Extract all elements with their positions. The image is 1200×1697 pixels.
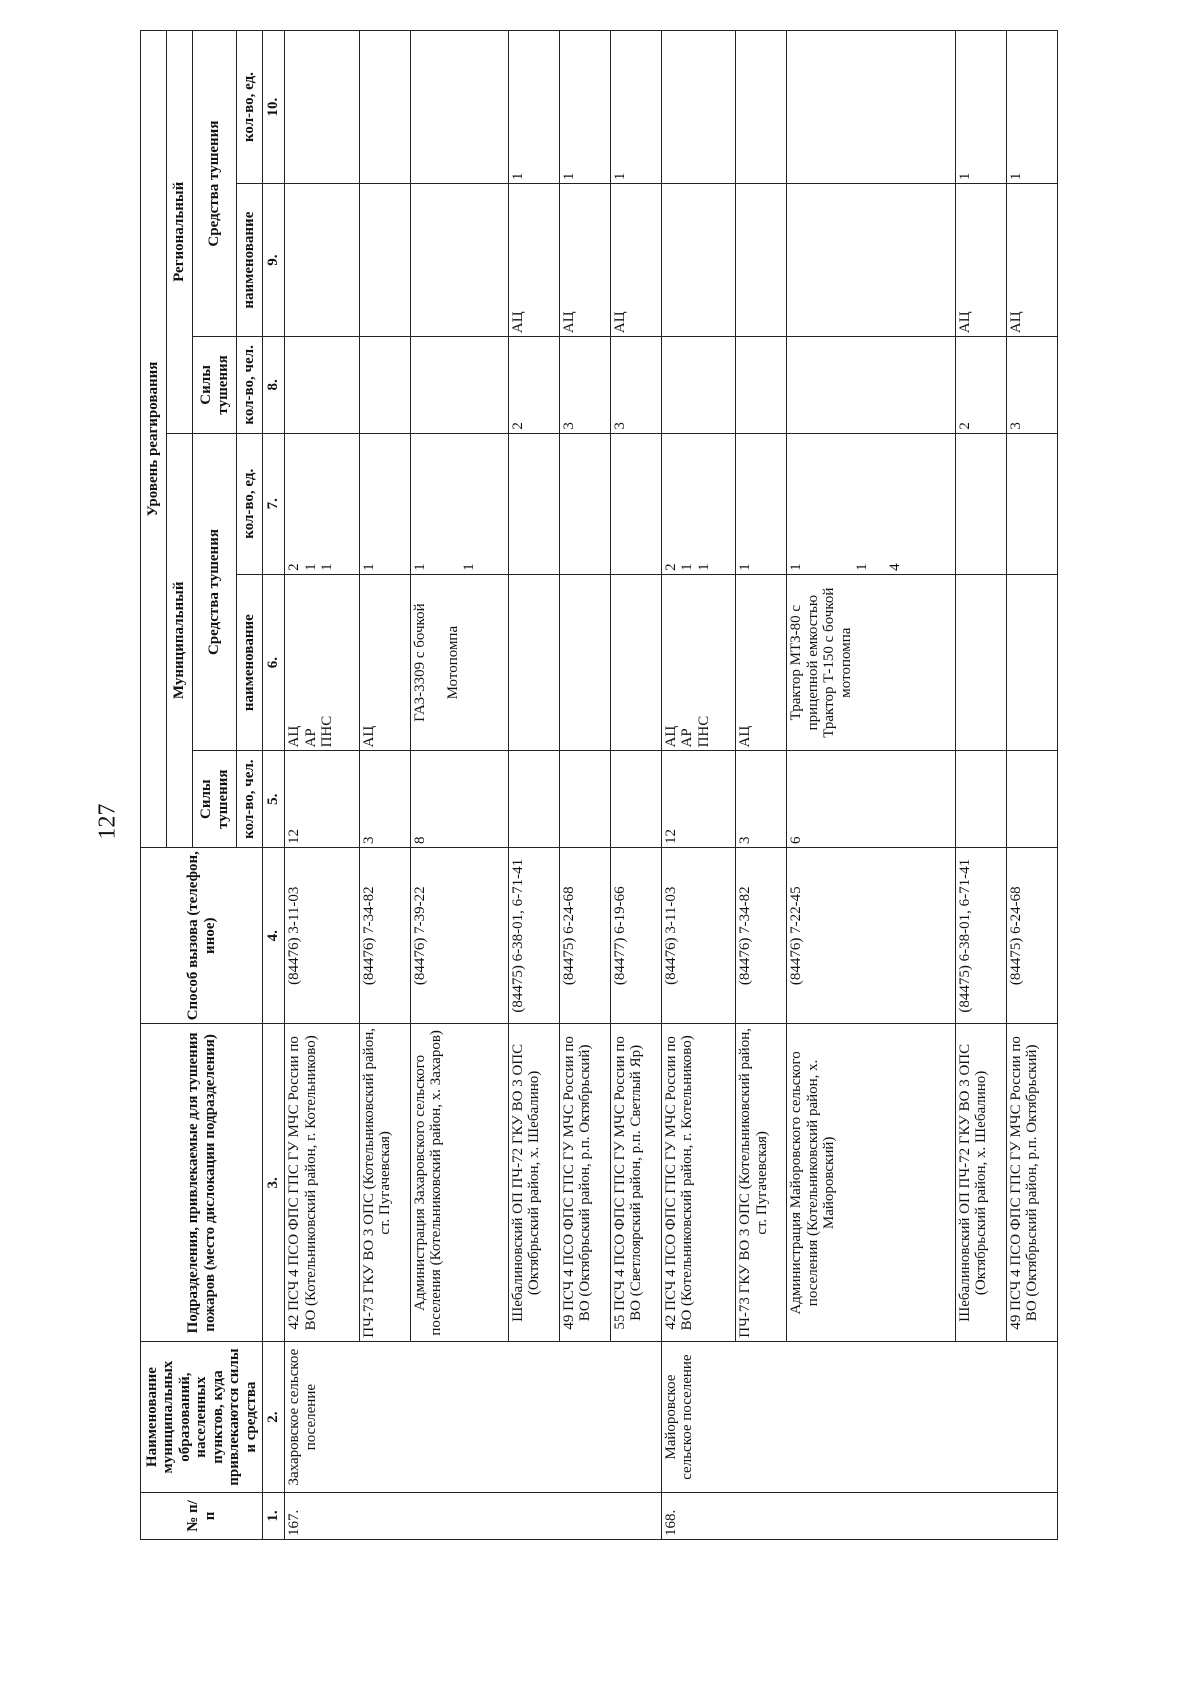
municipal-forces: [508, 751, 559, 848]
row-number: 168.: [661, 1492, 1057, 1539]
column-number: 1.: [263, 1492, 285, 1539]
regional-forces: 3: [559, 337, 610, 434]
regional-means: АЦ: [559, 184, 610, 337]
call-method: (84476) 7-39-22: [410, 847, 508, 1024]
unit-name: 42 ПСЧ 4 ПСО ФПС ГПС ГУ МЧС России по ВО (Котельниковский район, г. Котельниково): [285, 1024, 360, 1342]
municipal-means: АЦ: [359, 574, 410, 751]
table-row: [508, 31, 559, 1540]
header-units: Подразделения, привлекаемые для тушения пожаров (место дислокации подразделения): [141, 1024, 263, 1342]
header-regional-means: Средства тушения: [193, 31, 237, 337]
page-number: 127: [94, 803, 121, 840]
header-name: наименование: [237, 574, 263, 751]
call-method: (84476) 7-34-82: [359, 847, 410, 1024]
regional-forces: [787, 337, 955, 434]
call-method: (84476) 3-11-03: [285, 847, 360, 1024]
header-municipal-means: Средства тушения: [193, 433, 237, 751]
municipal-means: Трактор МТЗ-80 с прицепной емкостью Трактор Т-150 с бочкой мотопомпа: [787, 574, 955, 751]
municipal-forces: [1006, 751, 1057, 848]
municipal-forces: [559, 751, 610, 848]
municipal-qty: 1 1 4: [787, 433, 955, 574]
rotated-table-wrapper: [140, 30, 1058, 1540]
municipal-forces: 3: [359, 751, 410, 848]
municipal-qty: [508, 433, 559, 574]
row-number: 167.: [285, 1492, 662, 1539]
fire-response-table: [140, 30, 1058, 1540]
header-qty-people: кол-во, чел.: [237, 751, 263, 848]
unit-name: Шебалиновский ОП ПЧ-72 ГКУ ВО 3 ОПС (Октябрьский район, х. Шебалино): [508, 1024, 559, 1342]
header-response-level: Уровень реагирования: [141, 31, 167, 848]
call-method: (84475) 6-24-68: [1006, 847, 1057, 1024]
regional-forces: [736, 337, 787, 434]
municipal-means: [559, 574, 610, 751]
column-number: 9.: [263, 184, 285, 337]
regional-means: [736, 184, 787, 337]
municipal-qty: 2 1 1: [661, 433, 736, 574]
header-regional: Региональный: [167, 31, 193, 434]
municipal-forces: [955, 751, 1006, 848]
regional-means: [285, 184, 360, 337]
call-method: (84475) 6-38-01, 6-71-41: [955, 847, 1006, 1024]
municipal-qty: [610, 433, 661, 574]
unit-name: Администрация Захаровского сельского поселения (Котельниковский район, х. Захаров): [410, 1024, 508, 1342]
regional-qty: 1: [508, 31, 559, 184]
municipal-forces: 6: [787, 751, 955, 848]
table-row: [661, 31, 736, 1540]
call-method: (84475) 6-38-01, 6-71-41: [508, 847, 559, 1024]
municipal-means: [955, 574, 1006, 751]
unit-name: ПЧ-73 ГКУ ВО 3 ОПС (Котельниковский район, ст. Пугачевская): [359, 1024, 410, 1342]
regional-means: [410, 184, 508, 337]
column-number-row: [263, 31, 285, 1540]
municipal-forces: [610, 751, 661, 848]
municipal-forces: 12: [285, 751, 360, 848]
regional-qty: 1: [610, 31, 661, 184]
municipal-means: АЦ: [736, 574, 787, 751]
header-municipality: Наименование муниципальных образований, населенных пунктов, куда привлекаются силы и средства: [141, 1342, 263, 1493]
regional-means: АЦ: [955, 184, 1006, 337]
call-method: (84477) 6-19-66: [610, 847, 661, 1024]
regional-forces: 2: [508, 337, 559, 434]
regional-qty: [787, 31, 955, 184]
municipal-qty: 1: [359, 433, 410, 574]
column-number: 6.: [263, 574, 285, 751]
regional-qty: [736, 31, 787, 184]
header-qty-units: кол-во, ед.: [237, 433, 263, 574]
municipal-qty: 2 1 1: [285, 433, 360, 574]
regional-qty: [285, 31, 360, 184]
municipal-qty: 1: [736, 433, 787, 574]
table-row: [955, 31, 1006, 1540]
regional-forces: 2: [955, 337, 1006, 434]
municipal-forces: 8: [410, 751, 508, 848]
table-row: [610, 31, 661, 1540]
regional-qty: 1: [1006, 31, 1057, 184]
header-municipal-forces: Силы тушения: [193, 751, 237, 848]
column-number: 10.: [263, 31, 285, 184]
municipality-name: Майоровское сельское поселение: [661, 1342, 1057, 1493]
municipal-means: ГАЗ-3309 с бочкой Мотопомпа: [410, 574, 508, 751]
table-row: [359, 31, 410, 1540]
table-row: [285, 31, 360, 1540]
regional-qty: 1: [955, 31, 1006, 184]
column-number: 4.: [263, 847, 285, 1024]
header-name: наименование: [237, 184, 263, 337]
unit-name: Администрация Майоровского сельского поселения (Котельниковский район, х. Майоровский): [787, 1024, 955, 1342]
unit-name: 49 ПСЧ 4 ПСО ФПС ГПС ГУ МЧС России по ВО (Октябрьский район, р.п. Октябрьский): [1006, 1024, 1057, 1342]
municipal-qty: 1 1: [410, 433, 508, 574]
municipal-forces: 12: [661, 751, 736, 848]
regional-forces: [359, 337, 410, 434]
table-row: [559, 31, 610, 1540]
unit-name: 55 ПСЧ 4 ПСО ФПС ГПС ГУ МЧС России по ВО (Светлоярский район, р.п. Светлый Яр): [610, 1024, 661, 1342]
unit-name: ПЧ-73 ГКУ ВО 3 ОПС (Котельниковский район, ст. Пугачевская): [736, 1024, 787, 1342]
municipal-means: [610, 574, 661, 751]
municipal-qty: [559, 433, 610, 574]
municipal-qty: [1006, 433, 1057, 574]
table-row: [1006, 31, 1057, 1540]
header-qty-people: кол-во, чел.: [237, 337, 263, 434]
regional-forces: 3: [610, 337, 661, 434]
regional-forces: [410, 337, 508, 434]
unit-name: 49 ПСЧ 4 ПСО ФПС ГПС ГУ МЧС России по ВО (Октябрьский район, р.п. Октябрьский): [559, 1024, 610, 1342]
regional-means: АЦ: [610, 184, 661, 337]
table-row: [736, 31, 787, 1540]
column-number: 7.: [263, 433, 285, 574]
column-number: 2.: [263, 1342, 285, 1493]
municipal-forces: 3: [736, 751, 787, 848]
call-method: (84475) 6-24-68: [559, 847, 610, 1024]
column-number: 5.: [263, 751, 285, 848]
regional-qty: 1: [559, 31, 610, 184]
header-no: № п/п: [141, 1492, 263, 1539]
regional-means: [787, 184, 955, 337]
regional-qty: [661, 31, 736, 184]
call-method: (84476) 7-22-45: [787, 847, 955, 1024]
header-regional-forces: Силы тушения: [193, 337, 237, 434]
regional-qty: [410, 31, 508, 184]
regional-means: АЦ: [508, 184, 559, 337]
regional-forces: [285, 337, 360, 434]
table-row: [410, 31, 508, 1540]
column-number: 8.: [263, 337, 285, 434]
regional-means: [359, 184, 410, 337]
call-method: (84476) 7-34-82: [736, 847, 787, 1024]
regional-forces: [661, 337, 736, 434]
header-municipal: Муниципальный: [167, 433, 193, 847]
call-method: (84476) 3-11-03: [661, 847, 736, 1024]
municipal-means: [1006, 574, 1057, 751]
header-call-method: Способ вызова (телефон, иное): [141, 847, 263, 1024]
regional-qty: [359, 31, 410, 184]
municipal-means: АЦ АР ПНС: [285, 574, 360, 751]
municipality-name: Захаровское сельское поселение: [285, 1342, 662, 1493]
header-qty-units: кол-во, ед.: [237, 31, 263, 184]
unit-name: 42 ПСЧ 4 ПСО ФПС ГПС ГУ МЧС России по ВО (Котельниковский район, г. Котельниково): [661, 1024, 736, 1342]
municipal-qty: [955, 433, 1006, 574]
regional-means: АЦ: [1006, 184, 1057, 337]
municipal-means: АЦ АР ПНС: [661, 574, 736, 751]
regional-means: [661, 184, 736, 337]
municipal-means: [508, 574, 559, 751]
regional-forces: 3: [1006, 337, 1057, 434]
table-row: [787, 31, 955, 1540]
column-number: 3.: [263, 1024, 285, 1342]
unit-name: Шебалиновский ОП ПЧ-72 ГКУ ВО 3 ОПС (Октябрьский район, х. Шебалино): [955, 1024, 1006, 1342]
